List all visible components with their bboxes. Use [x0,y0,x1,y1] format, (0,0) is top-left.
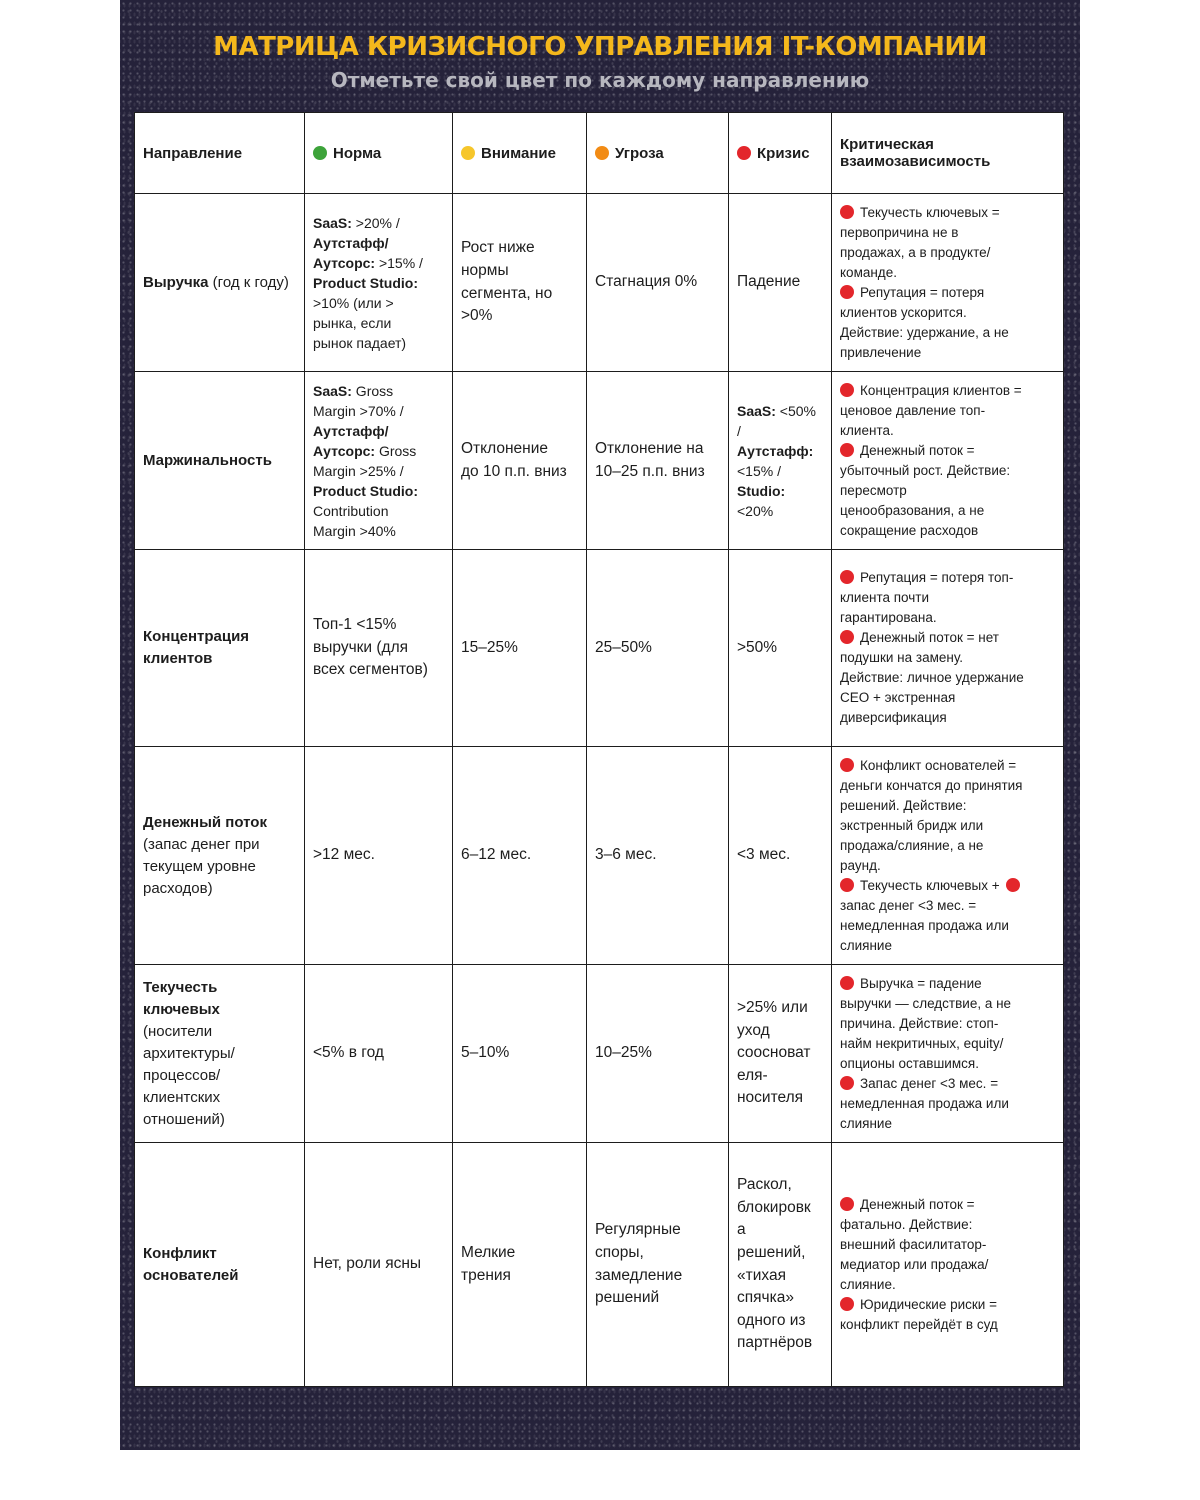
critical-line [840,776,1055,796]
critical-line [840,588,1055,608]
critical-text: диверсификация [840,710,947,725]
direction-cell [135,747,305,965]
critical-line [840,568,1055,588]
norm-cell-text: Нет, роли ясны [313,1255,422,1273]
critical-line [840,283,1055,303]
direction-name: Концентрация клиентов [143,628,250,667]
crisis-cell-text: / [737,422,741,439]
attention-cell-line: Рост ниже [461,239,535,257]
threat-cell-line: Регулярные [595,1221,681,1239]
norm-cell-line [313,521,444,541]
norm-cell-label: Аутстафф/ [313,422,389,439]
critical-text: Денежный поток = нет [860,630,999,645]
critical-line [840,994,1055,1014]
attention-cell [453,550,587,747]
attention-cell-line: >0% [461,307,493,325]
crisis-cell-text: >25% или [737,999,808,1017]
norm-cell [305,550,453,747]
critical-line [840,1054,1055,1074]
norm-cell-label: Product Studio: [313,482,418,499]
column-header-norm [305,113,453,194]
critical-text: клиента почти [840,590,930,605]
critical-line [840,441,1055,461]
critical-line [840,608,1055,628]
critical-line [840,1094,1055,1114]
crisis-cell-text: <50% [775,402,817,419]
critical-line [840,876,1055,896]
critical-text: Репутация = потеря [860,284,985,300]
crisis-cell-line [737,1065,823,1088]
orange-dot-icon [595,146,609,160]
norm-cell-line [313,461,444,481]
table-row [135,194,1064,372]
critical-text: привлечение [840,344,922,360]
direction-cell [135,372,305,550]
direction-name: Выручка [143,273,209,291]
norm-cell-text: >10% (или > [313,294,394,311]
critical-line [840,816,1055,836]
critical-line [840,1295,1055,1315]
crisis-cell-text: еля- [737,1066,768,1084]
critical-text: Денежный поток = [860,1196,975,1212]
critical-text: сокращение расходов [840,522,979,538]
crisis-cell-text: носителя [737,1089,804,1107]
column-header-direction: Направление [135,113,305,194]
critical-text: Репутация = потеря топ- [860,570,1014,585]
crisis-cell-label: Аутстафф: [737,442,814,459]
critical-text: экстренный бридж или [840,817,984,833]
column-header-norm-label: Норма [333,144,382,162]
direction-name: Текучесть ключевых [143,978,220,1018]
norm-cell-text: Margin >40% [313,522,396,539]
norm-cell-text: >15% / [375,254,423,271]
direction-note: (год к году) [208,273,289,291]
norm-cell-line [313,401,444,421]
direction-cell [135,194,305,372]
critical-text: Денежный поток = [860,442,975,458]
page-subtitle: Отметьте свой цвет по каждому направлению [330,68,870,92]
critical-line [840,668,1055,688]
attention-cell [453,372,587,550]
critical-text: фатально. Действие: [840,1216,973,1232]
norm-cell-line [313,233,444,253]
red-dot-icon [840,1197,854,1211]
crisis-cell-text: Падение [737,273,801,291]
table-row [135,372,1064,550]
critical-text: Запас денег <3 мес. = [860,1075,999,1091]
crisis-cell-text: одного из [737,1311,806,1329]
norm-cell-line [313,273,444,293]
attention-cell [453,965,587,1143]
red-dot-icon [840,383,854,397]
attention-cell-line: до 10 п.п. вниз [461,462,567,480]
critical-line [840,1014,1055,1034]
critical-line [840,401,1055,421]
critical-text: Концентрация клиентов = [860,382,1022,398]
crisis-cell-text: <15% / [737,462,781,479]
critical-text: ценовое давление топ- [840,402,986,418]
critical-text: команде. [840,264,897,280]
crisis-cell-line [737,1310,823,1333]
critical-text: слияние [840,1115,892,1131]
direction-name: Конфликт основателей [143,1244,239,1284]
crisis-cell-text: «тихая [737,1266,786,1284]
header-row [135,113,1064,194]
critical-text: продажа/слияние, а не [840,837,984,853]
attention-cell-line: Отклонение [461,439,548,457]
critical-line [840,1215,1055,1235]
critical-text: выручки — следствие, а не [840,995,1012,1011]
critical-text: первопричина не в [840,224,959,240]
threat-cell-line: споры, [595,1243,644,1261]
norm-cell-label: Аутстафф/ [313,234,389,251]
norm-cell [305,194,453,372]
norm-cell-line [313,1253,444,1276]
red-dot-icon [737,146,751,160]
norm-cell [305,1143,453,1387]
norm-cell-text: Margin >25% / [313,462,404,479]
threat-cell-line: Отклонение на [595,439,704,457]
crisis-cell-text: уход [737,1021,770,1039]
direction-name: Денежный поток [143,813,267,831]
crisis-cell-text: решений, [737,1243,806,1261]
table-row [135,965,1064,1143]
crisis-cell-line [737,421,823,441]
critical-line [840,628,1055,648]
critical-text: слияние [840,937,892,953]
critical-text: Выручка = падение [860,975,982,991]
norm-cell-text: рынок падает) [313,334,407,351]
critical-text: подушки на замену. [840,650,963,665]
critical-text: раунд. [840,857,881,873]
critical-line [840,648,1055,668]
crisis-cell-text: а [737,1221,746,1239]
crisis-cell-line [737,1042,823,1065]
norm-cell-text: Топ-1 <15% [313,616,397,634]
critical-cell [832,965,1064,1143]
critical-text: деньги кончатся до принятия [840,777,1023,793]
table-row [135,550,1064,747]
critical-line [840,708,1055,728]
critical-text: пересмотр [840,482,907,498]
critical-text: клиентов ускорится. [840,304,967,320]
critical-text: причина. Действие: стоп- [840,1015,999,1031]
threat-cell-line: 10–25 п.п. вниз [595,462,705,480]
red-dot-icon [840,570,854,584]
norm-cell-text: всех сегментов) [313,661,428,679]
direction-note: (запас денег при текущем уровне расходов) [143,835,260,897]
direction-cell [135,550,305,747]
red-dot-icon [840,630,854,644]
critical-text: Конфликт основателей = [860,757,1017,773]
critical-text: запас денег <3 мес. = [840,897,977,913]
critical-text: CEO + экстренная [840,690,956,705]
critical-text: Текучесть ключевых = [860,204,1000,220]
attention-cell-line: нормы [461,261,509,279]
column-header-critical: Критическая взаимозависимость [832,113,1064,194]
critical-line [840,1255,1055,1275]
critical-text: ценообразования, а не [840,502,985,518]
critical-line [840,974,1055,994]
critical-text: продажах, а в продукте/ [840,244,991,260]
norm-cell-line [313,441,444,461]
critical-line [840,223,1055,243]
critical-line [840,1195,1055,1215]
red-dot-icon [840,443,854,457]
threat-cell-line: замедление [595,1266,683,1284]
crisis-cell-line [737,271,823,294]
table-row [135,747,1064,965]
critical-text: Текучесть ключевых + [860,877,1000,893]
critical-line [840,796,1055,816]
norm-cell-line [313,659,444,682]
norm-cell-text: >12 мес. [313,846,375,864]
critical-text: конфликт перейдёт в суд [840,1316,998,1332]
crisis-cell-line [737,1174,823,1197]
crisis-cell-text: партнёров [737,1334,813,1352]
critical-line [840,756,1055,776]
crisis-cell [729,194,832,372]
norm-cell-line [313,421,444,441]
crisis-cell-line [737,844,823,867]
column-header-threat [587,113,729,194]
norm-cell-text: Contribution [313,502,389,519]
attention-cell-line: 5–10% [461,1044,510,1062]
direction-cell [135,1143,305,1387]
norm-cell-text: выручки (для [313,638,409,656]
critical-line [840,856,1055,876]
critical-text: убыточный рост. Действие: [840,462,1011,478]
red-dot-icon [840,205,854,219]
norm-cell-line [313,1042,444,1065]
crisis-cell [729,965,832,1143]
page-title: МАТРИЦА КРИЗИСНОГО УПРАВЛЕНИЯ IT-КОМПАНИИ [213,32,987,62]
crisis-cell-text: >50% [737,638,778,656]
column-header-attention-label: Внимание [481,144,556,162]
norm-cell-text: >20% / [351,214,400,231]
crisis-cell-line [737,401,823,421]
critical-cell [832,1143,1064,1387]
norm-cell-line [313,313,444,333]
attention-cell-line: 15–25% [461,638,518,656]
crisis-cell-line [737,1087,823,1110]
norm-cell [305,965,453,1143]
crisis-cell-text: блокировк [737,1198,811,1216]
direction-name: Маржинальность [143,451,272,469]
crisis-cell [729,550,832,747]
threat-cell [587,1143,729,1387]
red-dot-icon [840,878,854,892]
column-header-attention [453,113,587,194]
attention-cell-line: сегмента, но [461,284,553,302]
red-dot-icon [840,976,854,990]
threat-cell [587,372,729,550]
threat-cell [587,550,729,747]
critical-text: клиента. [840,422,894,438]
attention-cell [453,747,587,965]
crisis-cell-line [737,1242,823,1265]
critical-line [840,1315,1055,1335]
critical-text: Действие: личное удержание [840,670,1024,685]
critical-line [840,521,1055,541]
direction-cell [135,965,305,1143]
crisis-cell-label: SaaS: [737,402,776,419]
critical-line [840,1074,1055,1094]
critical-cell [832,372,1064,550]
crisis-cell-line [737,481,823,501]
column-header-crisis-label: Кризис [757,144,810,162]
crisis-cell-line [737,1332,823,1355]
critical-line [840,501,1055,521]
critical-text: внешний фасилитатор- [840,1236,987,1252]
norm-cell-line [313,501,444,521]
critical-line [840,836,1055,856]
critical-text: Действие: удержание, а не [840,324,1009,340]
critical-line [840,896,1055,916]
norm-cell-line [313,844,444,867]
critical-line [840,1034,1055,1054]
critical-line [840,243,1055,263]
critical-line [840,481,1055,501]
critical-line [840,1235,1055,1255]
norm-cell-line [313,253,444,273]
crisis-cell-text: спячка» [737,1289,794,1307]
table-row [135,1143,1064,1387]
crisis-cell-text: сооснoват [737,1044,811,1062]
critical-text: решений. Действие: [840,797,967,813]
critical-text: Юридические риски = [860,1296,997,1312]
critical-text: опционы оставшимся. [840,1055,979,1071]
norm-cell [305,747,453,965]
critical-line [840,421,1055,441]
crisis-cell [729,1143,832,1387]
critical-line [840,263,1055,283]
norm-cell-line [313,614,444,637]
attention-cell [453,194,587,372]
critical-text: немедленная продажа или [840,917,1009,933]
norm-cell-line [313,293,444,313]
critical-cell [832,194,1064,372]
critical-line [840,461,1055,481]
norm-cell-line [313,333,444,353]
threat-cell [587,747,729,965]
crisis-cell-line [737,997,823,1020]
red-dot-icon [840,1076,854,1090]
norm-cell [305,372,453,550]
norm-cell-label: Product Studio: [313,274,418,291]
norm-cell-text: <5% в год [313,1044,384,1062]
red-dot-icon [840,285,854,299]
crisis-cell-label: Studio: [737,482,786,499]
norm-cell-text: Gross [375,442,417,459]
crisis-cell-line [737,637,823,660]
threat-cell-line: 10–25% [595,1044,652,1062]
red-dot-icon [1006,878,1020,892]
crisis-cell-line [737,501,823,521]
critical-line [840,936,1055,956]
crisis-matrix-table [134,112,1064,1387]
direction-note: (носители архитектуры/ процессов/ клиентских отношений) [143,1022,235,1128]
crisis-cell [729,372,832,550]
critical-line [840,1114,1055,1134]
norm-cell-text: рынка, если [313,314,392,331]
crisis-cell-line [737,1197,823,1220]
threat-cell [587,965,729,1143]
column-header-crisis [729,113,832,194]
crisis-cell-line [737,461,823,481]
critical-line [840,381,1055,401]
attention-cell-line: 6–12 мес. [461,846,532,864]
critical-line [840,916,1055,936]
norm-cell-label: Аутсорс: [313,254,376,271]
threat-cell-line: 25–50% [595,638,652,656]
threat-cell-line: 3–6 мес. [595,846,657,864]
attention-cell [453,1143,587,1387]
norm-cell-line [313,637,444,660]
red-dot-icon [840,1297,854,1311]
yellow-dot-icon [461,146,475,160]
norm-cell-line [313,381,444,401]
crisis-cell-text: <20% [737,502,774,519]
critical-text: слияние. [840,1276,896,1292]
critical-text: медиатор или продажа/ [840,1256,989,1272]
norm-cell-label: SaaS: [313,382,352,399]
crisis-cell-text: <3 мес. [737,846,791,864]
red-dot-icon [840,758,854,772]
norm-cell-line [313,213,444,233]
norm-cell-text: Gross [351,382,394,399]
norm-cell-label: Аутсорс: [313,442,376,459]
crisis-cell-line [737,1265,823,1288]
crisis-cell-text: Раскол, [737,1176,792,1194]
critical-line [840,343,1055,363]
critical-line [840,203,1055,223]
green-dot-icon [313,146,327,160]
critical-text: найм некритичных, equity/ [840,1035,1004,1051]
critical-cell [832,747,1064,965]
critical-text: немедленная продажа или [840,1095,1009,1111]
threat-cell-line: Стагнация 0% [595,273,698,291]
crisis-cell [729,747,832,965]
norm-cell-label: SaaS: [313,214,352,231]
crisis-cell-line [737,441,823,461]
crisis-cell-line [737,1020,823,1043]
crisis-cell-line [737,1287,823,1310]
critical-cell [832,550,1064,747]
attention-cell-line: трения [461,1266,511,1284]
critical-text: гарантирована. [840,610,937,625]
column-header-threat-label: Угроза [615,144,664,162]
critical-line [840,688,1055,708]
critical-line [840,1275,1055,1295]
threat-cell [587,194,729,372]
critical-line [840,303,1055,323]
attention-cell-line: Мелкие [461,1243,516,1261]
norm-cell-line [313,481,444,501]
norm-cell-text: Margin >70% / [313,402,404,419]
crisis-cell-line [737,1219,823,1242]
threat-cell-line: решений [595,1289,660,1307]
critical-line [840,323,1055,343]
